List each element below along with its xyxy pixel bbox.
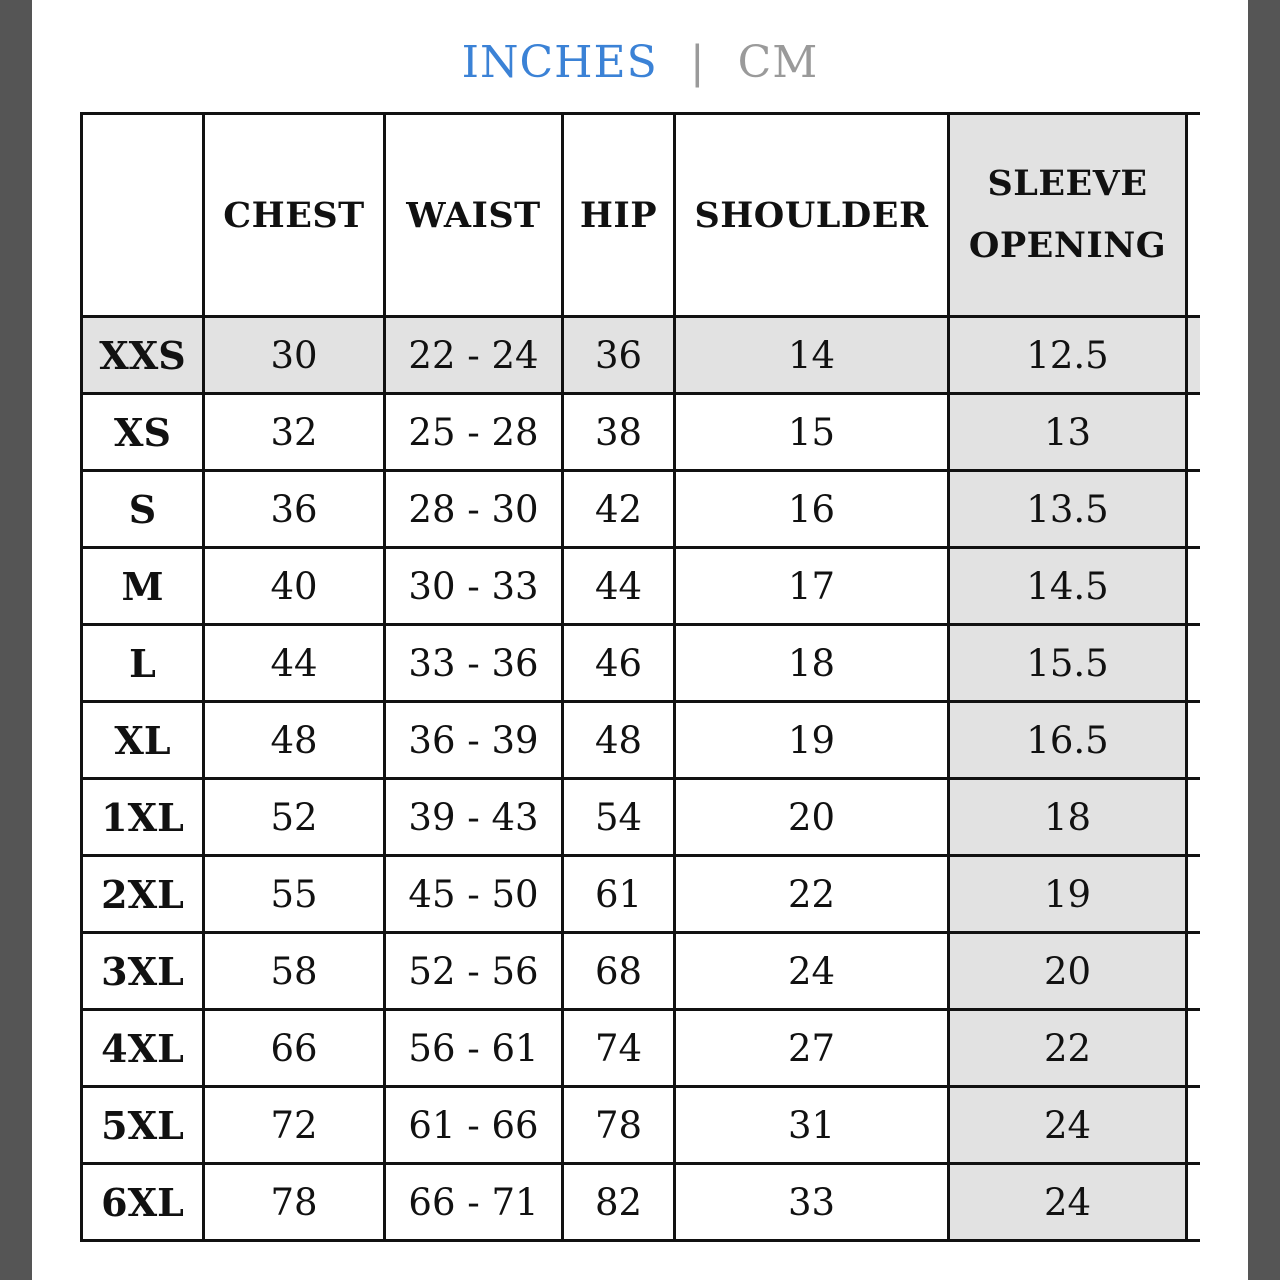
hip-cell: 48 bbox=[563, 702, 675, 779]
chest-cell: 36 bbox=[204, 471, 385, 548]
table-row bbox=[82, 779, 1201, 856]
waist-cell: 61 - 66 bbox=[385, 1087, 563, 1164]
waist-cell: 22 - 24 bbox=[385, 317, 563, 394]
hip-cell: 44 bbox=[563, 548, 675, 625]
shoulder-cell: 19 bbox=[675, 702, 949, 779]
table-row bbox=[82, 1087, 1201, 1164]
size-cell: 6XL bbox=[82, 1164, 204, 1241]
sleeve-opening-cell: 16.5 bbox=[949, 702, 1187, 779]
sleeve-opening-cell: 19 bbox=[949, 856, 1187, 933]
hip-cell: 46 bbox=[563, 625, 675, 702]
clipped-cell bbox=[1187, 1010, 1201, 1087]
size-chart-panel bbox=[32, 0, 1248, 1280]
clipped-cell bbox=[1187, 625, 1201, 702]
sleeve-opening-cell: 24 bbox=[949, 1087, 1187, 1164]
sleeve-opening-cell: 24 bbox=[949, 1164, 1187, 1241]
clipped-cell bbox=[1187, 779, 1201, 856]
size-cell: XXS bbox=[82, 317, 204, 394]
sleeve-opening-cell: 20 bbox=[949, 933, 1187, 1010]
chest-cell: 48 bbox=[204, 702, 385, 779]
size-cell: XL bbox=[82, 702, 204, 779]
table-row bbox=[82, 702, 1201, 779]
shoulder-cell: 20 bbox=[675, 779, 949, 856]
waist-cell: 39 - 43 bbox=[385, 779, 563, 856]
sleeve-opening-cell: 13.5 bbox=[949, 471, 1187, 548]
table-row bbox=[82, 933, 1201, 1010]
hip-column-header: HIP bbox=[563, 114, 675, 317]
shoulder-cell: 14 bbox=[675, 317, 949, 394]
chest-cell: 58 bbox=[204, 933, 385, 1010]
hip-cell: 82 bbox=[563, 1164, 675, 1241]
hip-cell: 74 bbox=[563, 1010, 675, 1087]
header-row bbox=[82, 114, 1201, 317]
clipped-cell bbox=[1187, 1087, 1201, 1164]
size-cell: L bbox=[82, 625, 204, 702]
sleeve-opening-cell: 22 bbox=[949, 1010, 1187, 1087]
clipped-cell bbox=[1187, 702, 1201, 779]
table-row bbox=[82, 394, 1201, 471]
hip-cell: 38 bbox=[563, 394, 675, 471]
chest-cell: 40 bbox=[204, 548, 385, 625]
chest-cell: 78 bbox=[204, 1164, 385, 1241]
shoulder-cell: 16 bbox=[675, 471, 949, 548]
hip-cell: 42 bbox=[563, 471, 675, 548]
hip-cell: 68 bbox=[563, 933, 675, 1010]
shoulder-cell: 18 bbox=[675, 625, 949, 702]
clipped-cell bbox=[1187, 317, 1201, 394]
clipped-column-header bbox=[1187, 114, 1201, 317]
chest-cell: 55 bbox=[204, 856, 385, 933]
size-chart bbox=[80, 112, 1200, 1250]
shoulder-cell: 31 bbox=[675, 1087, 949, 1164]
hip-cell: 54 bbox=[563, 779, 675, 856]
sleeve-opening-cell: 18 bbox=[949, 779, 1187, 856]
chest-cell: 30 bbox=[204, 317, 385, 394]
clipped-cell bbox=[1187, 394, 1201, 471]
sleeve-opening-cell: 13 bbox=[949, 394, 1187, 471]
waist-cell: 25 - 28 bbox=[385, 394, 563, 471]
shoulder-cell: 22 bbox=[675, 856, 949, 933]
sleeve-opening-cell: 14.5 bbox=[949, 548, 1187, 625]
sleeve-header-line-2: OPENING bbox=[968, 225, 1167, 266]
waist-cell: 56 - 61 bbox=[385, 1010, 563, 1087]
chest-cell: 66 bbox=[204, 1010, 385, 1087]
shoulder-cell: 24 bbox=[675, 933, 949, 1010]
size-cell: 3XL bbox=[82, 933, 204, 1010]
hip-cell: 61 bbox=[563, 856, 675, 933]
sleeve-opening-cell: 12.5 bbox=[949, 317, 1187, 394]
clipped-cell bbox=[1187, 471, 1201, 548]
table-row bbox=[82, 856, 1201, 933]
waist-cell: 28 - 30 bbox=[385, 471, 563, 548]
shoulder-cell: 15 bbox=[675, 394, 949, 471]
table-row bbox=[82, 625, 1201, 702]
table-row bbox=[82, 471, 1201, 548]
size-cell: 1XL bbox=[82, 779, 204, 856]
clipped-cell bbox=[1187, 856, 1201, 933]
waist-cell: 36 - 39 bbox=[385, 702, 563, 779]
shoulder-column-header: SHOULDER bbox=[675, 114, 949, 317]
unit-separator: | bbox=[689, 36, 706, 88]
waist-cell: 45 - 50 bbox=[385, 856, 563, 933]
chest-cell: 52 bbox=[204, 779, 385, 856]
table-row bbox=[82, 1164, 1201, 1241]
size-table bbox=[80, 112, 1200, 1242]
chest-cell: 44 bbox=[204, 625, 385, 702]
sleeve-opening-column-header bbox=[949, 114, 1187, 317]
size-cell: S bbox=[82, 471, 204, 548]
clipped-cell bbox=[1187, 933, 1201, 1010]
shoulder-cell: 17 bbox=[675, 548, 949, 625]
chest-cell: 72 bbox=[204, 1087, 385, 1164]
inches-option[interactable]: INCHES bbox=[461, 36, 658, 88]
sleeve-opening-cell: 15.5 bbox=[949, 625, 1187, 702]
size-cell: XS bbox=[82, 394, 204, 471]
clipped-cell bbox=[1187, 548, 1201, 625]
waist-cell: 33 - 36 bbox=[385, 625, 563, 702]
chest-cell: 32 bbox=[204, 394, 385, 471]
table-row bbox=[82, 548, 1201, 625]
hip-cell: 36 bbox=[563, 317, 675, 394]
clipped-cell bbox=[1187, 1164, 1201, 1241]
size-cell: M bbox=[82, 548, 204, 625]
table-row bbox=[82, 1010, 1201, 1087]
size-column-header bbox=[82, 114, 204, 317]
waist-cell: 66 - 71 bbox=[385, 1164, 563, 1241]
cm-option[interactable]: CM bbox=[737, 36, 819, 88]
shoulder-cell: 27 bbox=[675, 1010, 949, 1087]
waist-column-header: WAIST bbox=[385, 114, 563, 317]
waist-cell: 30 - 33 bbox=[385, 548, 563, 625]
shoulder-cell: 33 bbox=[675, 1164, 949, 1241]
waist-cell: 52 - 56 bbox=[385, 933, 563, 1010]
size-cell: 4XL bbox=[82, 1010, 204, 1087]
hip-cell: 78 bbox=[563, 1087, 675, 1164]
size-cell: 2XL bbox=[82, 856, 204, 933]
sleeve-header-line-1: SLEEVE bbox=[987, 163, 1148, 204]
unit-toggle bbox=[32, 34, 1248, 90]
table-row bbox=[82, 317, 1201, 394]
chest-column-header: CHEST bbox=[204, 114, 385, 317]
size-cell: 5XL bbox=[82, 1087, 204, 1164]
